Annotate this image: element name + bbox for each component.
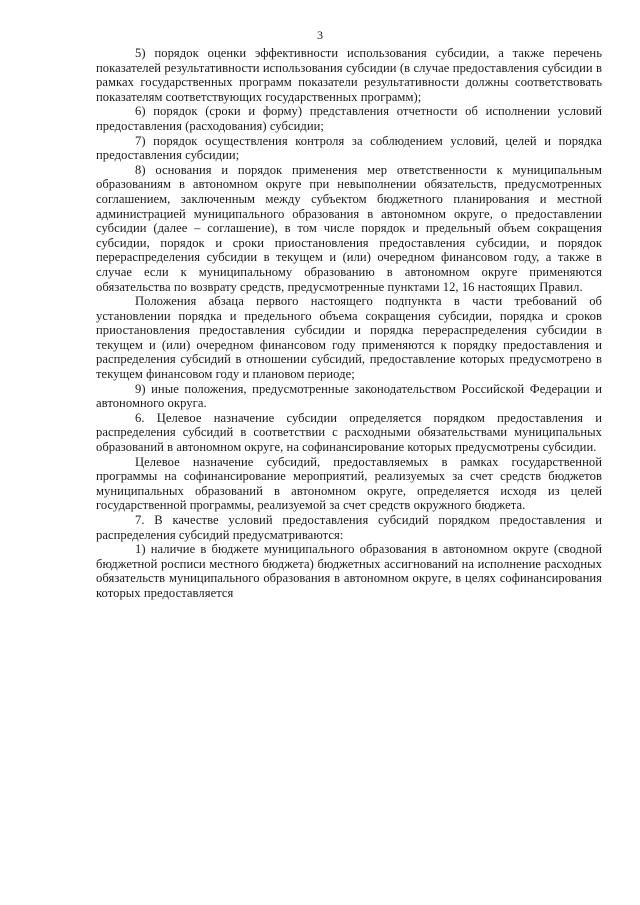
paragraph-item-7: 7) порядок осуществления контроля за соблюдением условий, целей и порядка предоставления субсидии; xyxy=(96,133,602,163)
paragraph-section-6: 6. Целевое назначение субсидии определяется порядком предоставления и распределения субсидий в соответствии с расходными обязательствами муниципальных образований в автономном округе, на софинансирование которых предусмотрены субсидии. xyxy=(96,410,602,455)
paragraph-item-6: 6) порядок (сроки и форму) представления отчетности об исполнении условий предоставления (расходования) субсидии; xyxy=(96,104,602,133)
paragraph-item-8: 8) основания и порядок применения мер ответственности к муниципальным образованиям в автономном округе при невыполнении обязательств, предусмотренных соглашением, заключенным между субъектом бюджетного планирования и местной администрацией муниципального образования в автономном округе, о предоставлении субсидии (далее – соглашение), в том числе порядок и предельный объем сокращения субсидии, порядок и сроки приостановления предоставления субсидии, и порядок перераспределения субсидии в текущем и (или) очередном финансовом году, а также в случае если к муниципальному образованию в автономном округе применяются обязательства по возврату средств, предусмотренные пунктами 12, 16 настоящих Правил. xyxy=(96,162,602,294)
paragraph-item-5: 5) порядок оценки эффективности использования субсидии, а также перечень показателей результативности использования субсидии (в случае предоставления субсидии в рамках государственных программ показатели результативности должны соответствовать показателям соответствующих государственных программ); xyxy=(96,46,602,104)
document-body xyxy=(96,46,602,601)
paragraph-item-9: 9) иные положения, предусмотренные законодательством Российской Федерации и автономного округа. xyxy=(96,381,602,411)
paragraph-target-purpose: Целевое назначение субсидий, предоставляемых в рамках государственной программы на софинансирование мероприятий, реализуемых за счет средств бюджетов муниципальных образований в автономном округе, определяется исходя из целей государственной программы, реализуемой за счет средств окружного бюджета. xyxy=(96,454,602,513)
page-number: 3 xyxy=(317,28,323,42)
paragraph-provisions: Положения абзаца первого настоящего подпункта в части требований об установлении порядка и предельного объема сокращения субсидии, порядка и сроков приостановления предоставления субсидии и порядка перераспределения субсидии в текущем и (или) очередном финансовом году применяются к порядку предоставления и распределения субсидий в отношении субсидий, предоставление которых предусмотрено в текущем финансовом году и плановом периоде; xyxy=(96,294,602,382)
paragraph-condition-1: 1) наличие в бюджете муниципального образования в автономном округе (сводной бюджетной росписи местного бюджета) бюджетных ассигнований на исполнение расходных обязательств муниципального образования в автономном округе, в целях софинансирования которых предоставляется xyxy=(96,542,602,600)
paragraph-section-7: 7. В качестве условий предоставления субсидий порядком предоставления и распределения субсидий предусматриваются: xyxy=(96,513,602,542)
